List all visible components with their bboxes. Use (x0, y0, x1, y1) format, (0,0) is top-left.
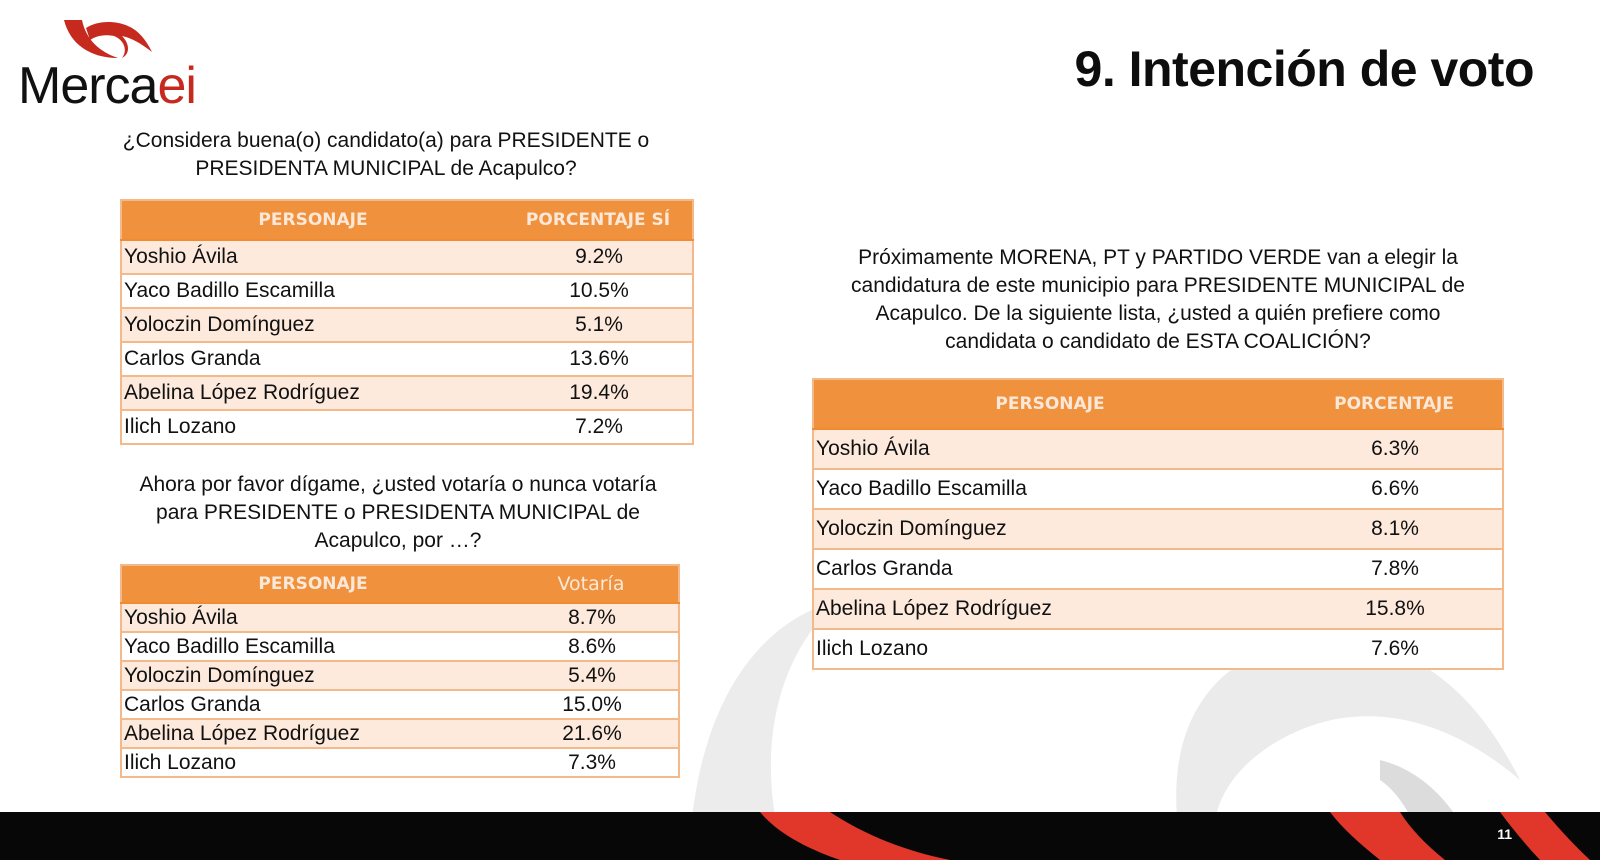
candidate-name: Yaco Badillo Escamilla (121, 632, 504, 661)
question-1 (86, 127, 686, 183)
question-3-line-1: Próximamente MORENA, PT y PARTIDO VERDE van a elegir la (858, 246, 1458, 269)
question-3 (800, 244, 1516, 356)
question-3-line-3: Acapulco. De la siguiente lista, ¿usted a quién prefiere como (875, 302, 1441, 325)
candidate-percent: 8.6% (504, 632, 679, 661)
page-number: 11 (1497, 826, 1512, 842)
candidate-name: Ilich Lozano (813, 629, 1286, 669)
candidate-percent: 6.6% (1286, 469, 1503, 509)
table-row (813, 589, 1503, 629)
candidate-percent: 6.3% (1286, 429, 1503, 469)
question-1-line-2: PRESIDENTA MUNICIPAL de Acapulco? (195, 157, 577, 180)
table-votaria (120, 564, 680, 778)
column-header-personaje: PERSONAJE (813, 379, 1286, 429)
candidate-percent: 8.1% (1286, 509, 1503, 549)
table-row (121, 274, 693, 308)
candidate-name: Abelina López Rodríguez (121, 376, 504, 410)
column-header-porcentaje: PORCENTAJE (1286, 379, 1503, 429)
table-row (121, 240, 693, 274)
question-1-line-1: ¿Considera buena(o) candidato(a) para PRESIDENTE o (122, 129, 650, 152)
logo-wordmark: Mercaei (18, 57, 196, 115)
table-row (813, 469, 1503, 509)
candidate-percent: 15.8% (1286, 589, 1503, 629)
table-row (121, 661, 679, 690)
candidate-percent: 13.6% (504, 342, 693, 376)
candidate-percent: 7.6% (1286, 629, 1503, 669)
table-porcentaje-coalicion (812, 378, 1504, 670)
candidate-name: Carlos Granda (121, 690, 504, 719)
table-row (121, 690, 679, 719)
table-row (813, 509, 1503, 549)
table-row (121, 342, 693, 376)
column-header-personaje: PERSONAJE (121, 200, 504, 240)
candidate-name: Yoloczin Domínguez (813, 509, 1286, 549)
candidate-percent: 21.6% (504, 719, 679, 748)
column-header-votaria: Votaría (504, 565, 679, 603)
question-3-line-2: candidatura de este municipio para PRESIDENTE MUNICIPAL de (851, 274, 1465, 297)
candidate-percent: 7.8% (1286, 549, 1503, 589)
candidate-name: Carlos Granda (121, 342, 504, 376)
table-row (121, 308, 693, 342)
question-2-line-2: para PRESIDENTE o PRESIDENTA MUNICIPAL de (156, 501, 640, 524)
candidate-percent: 7.2% (504, 410, 693, 444)
candidate-percent: 19.4% (504, 376, 693, 410)
table-row (813, 429, 1503, 469)
candidate-percent: 8.7% (504, 603, 679, 632)
candidate-percent: 7.3% (504, 748, 679, 777)
candidate-name: Yoshio Ávila (121, 603, 504, 632)
candidate-name: Ilich Lozano (121, 748, 504, 777)
candidate-name: Yaco Badillo Escamilla (121, 274, 504, 308)
candidate-name: Yoloczin Domínguez (121, 661, 504, 690)
table-row (121, 376, 693, 410)
candidate-percent: 10.5% (504, 274, 693, 308)
question-2-line-3: Acapulco, por …? (314, 529, 482, 552)
table-row (121, 603, 679, 632)
column-header-personaje: PERSONAJE (121, 565, 504, 603)
table-row (121, 748, 679, 777)
candidate-name: Yoshio Ávila (813, 429, 1286, 469)
candidate-percent: 15.0% (504, 690, 679, 719)
column-header-porcentaje-si: PORCENTAJE SÍ (504, 200, 693, 240)
footer-red-swoosh (0, 812, 1600, 860)
table-row (121, 632, 679, 661)
mercaei-logo (16, 14, 216, 114)
table-row (813, 629, 1503, 669)
page-title: 9. Intención de voto (1074, 41, 1534, 97)
candidate-percent: 5.4% (504, 661, 679, 690)
candidate-name: Abelina López Rodríguez (813, 589, 1286, 629)
candidate-name: Carlos Granda (813, 549, 1286, 589)
candidate-name: Abelina López Rodríguez (121, 719, 504, 748)
question-3-line-4: candidata o candidato de ESTA COALICIÓN? (945, 330, 1371, 353)
question-2 (98, 471, 698, 555)
candidate-percent: 9.2% (504, 240, 693, 274)
footer-bar (0, 812, 1600, 860)
table-row (121, 719, 679, 748)
table-row (121, 410, 693, 444)
candidate-percent: 5.1% (504, 308, 693, 342)
candidate-name: Yaco Badillo Escamilla (813, 469, 1286, 509)
table-row (813, 549, 1503, 589)
candidate-name: Ilich Lozano (121, 410, 504, 444)
question-2-line-1: Ahora por favor dígame, ¿usted votaría o nunca votaría (139, 473, 657, 496)
candidate-name: Yoshio Ávila (121, 240, 504, 274)
candidate-name: Yoloczin Domínguez (121, 308, 504, 342)
table-porcentaje-si (120, 199, 694, 445)
